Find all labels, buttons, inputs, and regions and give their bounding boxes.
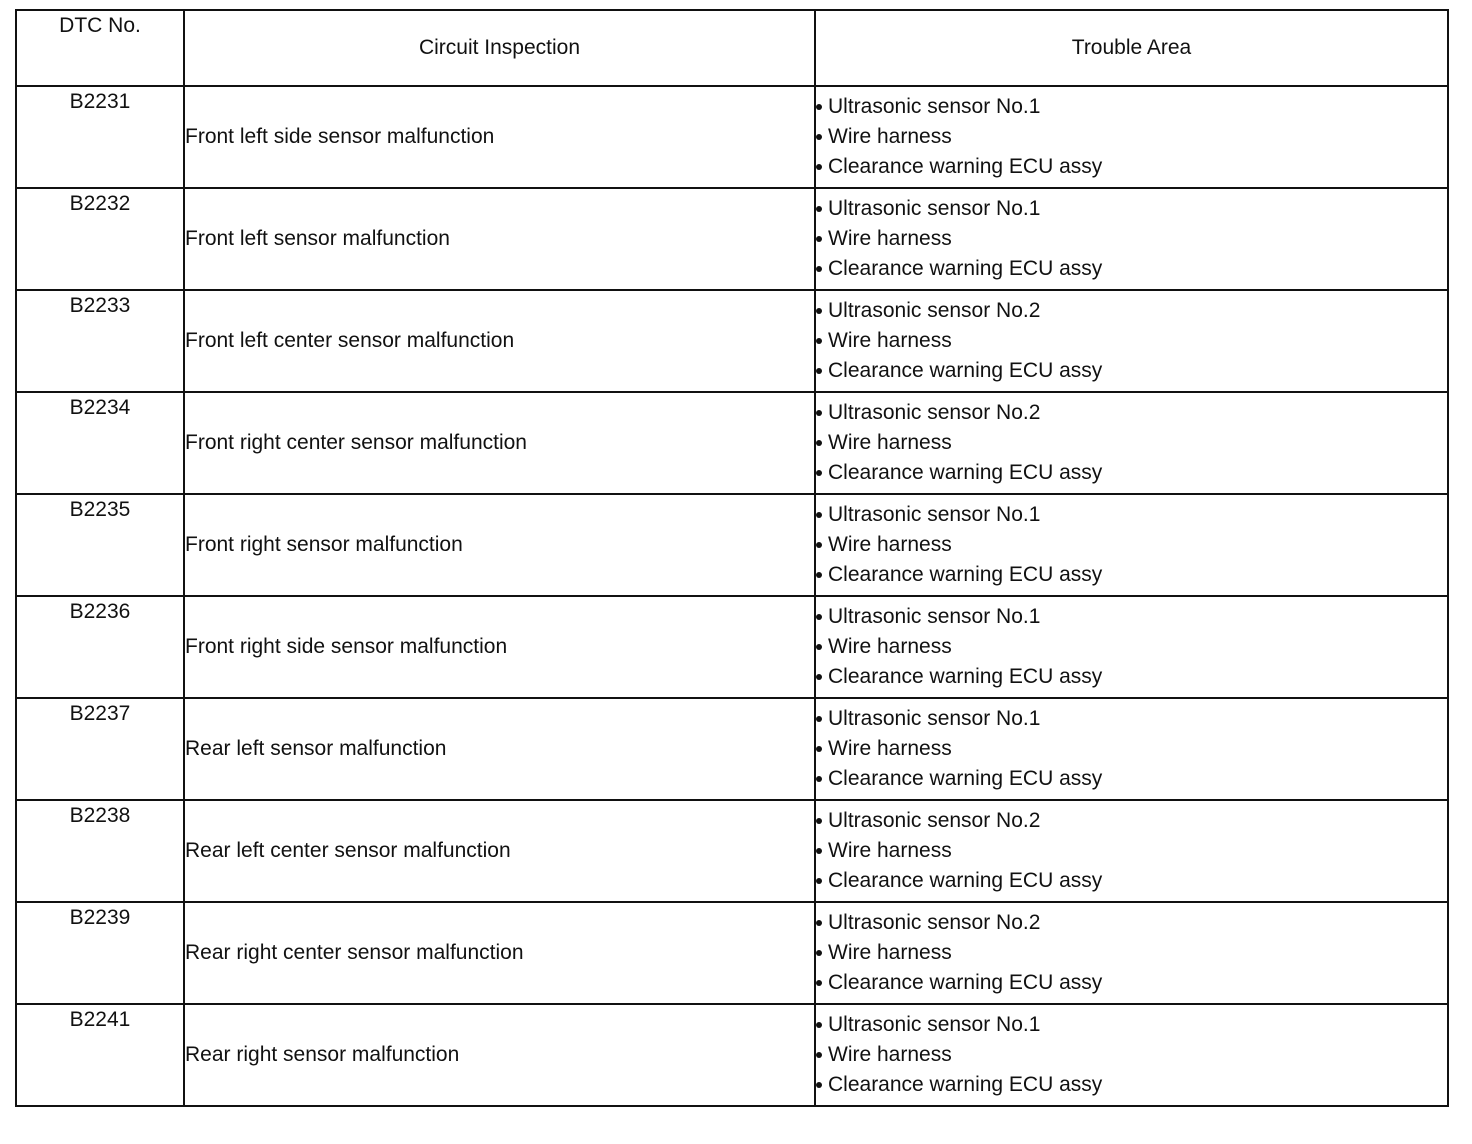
trouble-area-text: Wire harness xyxy=(828,839,952,862)
bullet-icon xyxy=(816,368,822,374)
trouble-area-text: Wire harness xyxy=(828,125,952,148)
trouble-area-item xyxy=(816,356,1447,386)
dtc-code-cell: B2235 xyxy=(16,494,184,596)
trouble-area-item xyxy=(816,968,1447,998)
bullet-icon xyxy=(816,746,822,752)
trouble-area-item xyxy=(816,866,1447,896)
trouble-area-cell xyxy=(815,188,1448,290)
table-row xyxy=(16,902,1448,1004)
trouble-area-item xyxy=(816,500,1447,530)
bullet-icon xyxy=(816,848,822,854)
circuit-inspection-cell: Front right center sensor malfunction xyxy=(184,392,815,494)
bullet-icon xyxy=(816,818,822,824)
trouble-area-text: Wire harness xyxy=(828,737,952,760)
bullet-icon xyxy=(816,338,822,344)
bullet-icon xyxy=(816,542,822,548)
trouble-area-text: Wire harness xyxy=(828,1043,952,1066)
table-body xyxy=(16,86,1448,1106)
trouble-area-text: Wire harness xyxy=(828,227,952,250)
trouble-area-item xyxy=(816,1070,1447,1100)
trouble-area-list xyxy=(816,704,1447,794)
trouble-area-item xyxy=(816,398,1447,428)
table-row xyxy=(16,698,1448,800)
trouble-area-text: Wire harness xyxy=(828,329,952,352)
trouble-area-text: Clearance warning ECU assy xyxy=(828,257,1103,280)
trouble-area-text: Ultrasonic sensor No.2 xyxy=(828,401,1041,424)
trouble-area-item xyxy=(816,764,1447,794)
header-row xyxy=(16,10,1448,86)
bullet-icon xyxy=(816,1052,822,1058)
bullet-icon xyxy=(816,134,822,140)
bullet-icon xyxy=(816,980,822,986)
header-circuit-inspection: Circuit Inspection xyxy=(184,10,815,86)
trouble-area-item xyxy=(816,296,1447,326)
trouble-area-text: Wire harness xyxy=(828,635,952,658)
trouble-area-text: Clearance warning ECU assy xyxy=(828,461,1103,484)
trouble-area-list xyxy=(816,398,1447,488)
trouble-area-list xyxy=(816,500,1447,590)
bullet-icon xyxy=(816,512,822,518)
bullet-icon xyxy=(816,716,822,722)
circuit-inspection-cell: Front left center sensor malfunction xyxy=(184,290,815,392)
trouble-area-cell xyxy=(815,800,1448,902)
trouble-area-item xyxy=(816,908,1447,938)
trouble-area-item xyxy=(816,938,1447,968)
trouble-area-item xyxy=(816,194,1447,224)
trouble-area-item xyxy=(816,806,1447,836)
bullet-icon xyxy=(816,206,822,212)
trouble-area-list xyxy=(816,194,1447,284)
trouble-area-item xyxy=(816,530,1447,560)
dtc-code-cell: B2234 xyxy=(16,392,184,494)
circuit-inspection-cell: Rear left center sensor malfunction xyxy=(184,800,815,902)
trouble-area-text: Clearance warning ECU assy xyxy=(828,971,1103,994)
dtc-code-cell: B2233 xyxy=(16,290,184,392)
dtc-code-cell: B2231 xyxy=(16,86,184,188)
bullet-icon xyxy=(816,572,822,578)
circuit-inspection-cell: Front left sensor malfunction xyxy=(184,188,815,290)
bullet-icon xyxy=(816,950,822,956)
trouble-area-item xyxy=(816,428,1447,458)
trouble-area-text: Ultrasonic sensor No.1 xyxy=(828,197,1041,220)
bullet-icon xyxy=(816,878,822,884)
circuit-inspection-cell: Rear right sensor malfunction xyxy=(184,1004,815,1106)
bullet-icon xyxy=(816,440,822,446)
header-dtc-no: DTC No. xyxy=(16,10,184,86)
trouble-area-text: Clearance warning ECU assy xyxy=(828,1073,1103,1096)
circuit-inspection-cell: Rear right center sensor malfunction xyxy=(184,902,815,1004)
trouble-area-item xyxy=(816,152,1447,182)
dtc-code-cell: B2238 xyxy=(16,800,184,902)
trouble-area-text: Clearance warning ECU assy xyxy=(828,665,1103,688)
dtc-code-cell: B2236 xyxy=(16,596,184,698)
dtc-code-cell: B2239 xyxy=(16,902,184,1004)
trouble-area-list xyxy=(816,1010,1447,1100)
trouble-area-item xyxy=(816,734,1447,764)
bullet-icon xyxy=(816,614,822,620)
trouble-area-cell xyxy=(815,86,1448,188)
trouble-area-item xyxy=(816,92,1447,122)
trouble-area-item xyxy=(816,224,1447,254)
trouble-area-text: Clearance warning ECU assy xyxy=(828,359,1103,382)
trouble-area-cell xyxy=(815,494,1448,596)
table-row xyxy=(16,86,1448,188)
dtc-table xyxy=(15,9,1449,1107)
trouble-area-item xyxy=(816,836,1447,866)
table-row xyxy=(16,596,1448,698)
table-row xyxy=(16,392,1448,494)
bullet-icon xyxy=(816,410,822,416)
bullet-icon xyxy=(816,236,822,242)
trouble-area-item xyxy=(816,458,1447,488)
trouble-area-list xyxy=(816,908,1447,998)
trouble-area-item xyxy=(816,1040,1447,1070)
trouble-area-text: Clearance warning ECU assy xyxy=(828,563,1103,586)
bullet-icon xyxy=(816,776,822,782)
trouble-area-item xyxy=(816,662,1447,692)
trouble-area-cell xyxy=(815,290,1448,392)
trouble-area-text: Ultrasonic sensor No.2 xyxy=(828,911,1041,934)
trouble-area-text: Ultrasonic sensor No.1 xyxy=(828,503,1041,526)
trouble-area-item xyxy=(816,632,1447,662)
dtc-code-cell: B2241 xyxy=(16,1004,184,1106)
bullet-icon xyxy=(816,104,822,110)
bullet-icon xyxy=(816,920,822,926)
trouble-area-text: Wire harness xyxy=(828,533,952,556)
trouble-area-text: Ultrasonic sensor No.1 xyxy=(828,1013,1041,1036)
trouble-area-cell xyxy=(815,902,1448,1004)
dtc-code-cell: B2232 xyxy=(16,188,184,290)
trouble-area-item xyxy=(816,1010,1447,1040)
trouble-area-item xyxy=(816,122,1447,152)
trouble-area-cell xyxy=(815,596,1448,698)
trouble-area-list xyxy=(816,296,1447,386)
bullet-icon xyxy=(816,1022,822,1028)
trouble-area-text: Clearance warning ECU assy xyxy=(828,155,1103,178)
trouble-area-item xyxy=(816,560,1447,590)
trouble-area-text: Ultrasonic sensor No.2 xyxy=(828,809,1041,832)
trouble-area-text: Ultrasonic sensor No.1 xyxy=(828,707,1041,730)
bullet-icon xyxy=(816,1082,822,1088)
circuit-inspection-cell: Front right sensor malfunction xyxy=(184,494,815,596)
table-row xyxy=(16,1004,1448,1106)
trouble-area-item xyxy=(816,704,1447,734)
trouble-area-list xyxy=(816,92,1447,182)
table-row xyxy=(16,188,1448,290)
bullet-icon xyxy=(816,164,822,170)
table-row xyxy=(16,494,1448,596)
circuit-inspection-cell: Front right side sensor malfunction xyxy=(184,596,815,698)
bullet-icon xyxy=(816,644,822,650)
trouble-area-item xyxy=(816,254,1447,284)
trouble-area-cell xyxy=(815,1004,1448,1106)
trouble-area-cell xyxy=(815,392,1448,494)
bullet-icon xyxy=(816,308,822,314)
bullet-icon xyxy=(816,674,822,680)
table-row xyxy=(16,800,1448,902)
trouble-area-list xyxy=(816,806,1447,896)
bullet-icon xyxy=(816,266,822,272)
trouble-area-text: Wire harness xyxy=(828,941,952,964)
dtc-code-cell: B2237 xyxy=(16,698,184,800)
trouble-area-text: Clearance warning ECU assy xyxy=(828,767,1103,790)
trouble-area-text: Ultrasonic sensor No.2 xyxy=(828,299,1041,322)
table-row xyxy=(16,290,1448,392)
circuit-inspection-cell: Rear left sensor malfunction xyxy=(184,698,815,800)
trouble-area-text: Wire harness xyxy=(828,431,952,454)
trouble-area-cell xyxy=(815,698,1448,800)
bullet-icon xyxy=(816,470,822,476)
trouble-area-text: Clearance warning ECU assy xyxy=(828,869,1103,892)
trouble-area-text: Ultrasonic sensor No.1 xyxy=(828,605,1041,628)
circuit-inspection-cell: Front left side sensor malfunction xyxy=(184,86,815,188)
trouble-area-item xyxy=(816,602,1447,632)
trouble-area-text: Ultrasonic sensor No.1 xyxy=(828,95,1041,118)
header-trouble-area: Trouble Area xyxy=(815,10,1448,86)
trouble-area-list xyxy=(816,602,1447,692)
trouble-area-item xyxy=(816,326,1447,356)
